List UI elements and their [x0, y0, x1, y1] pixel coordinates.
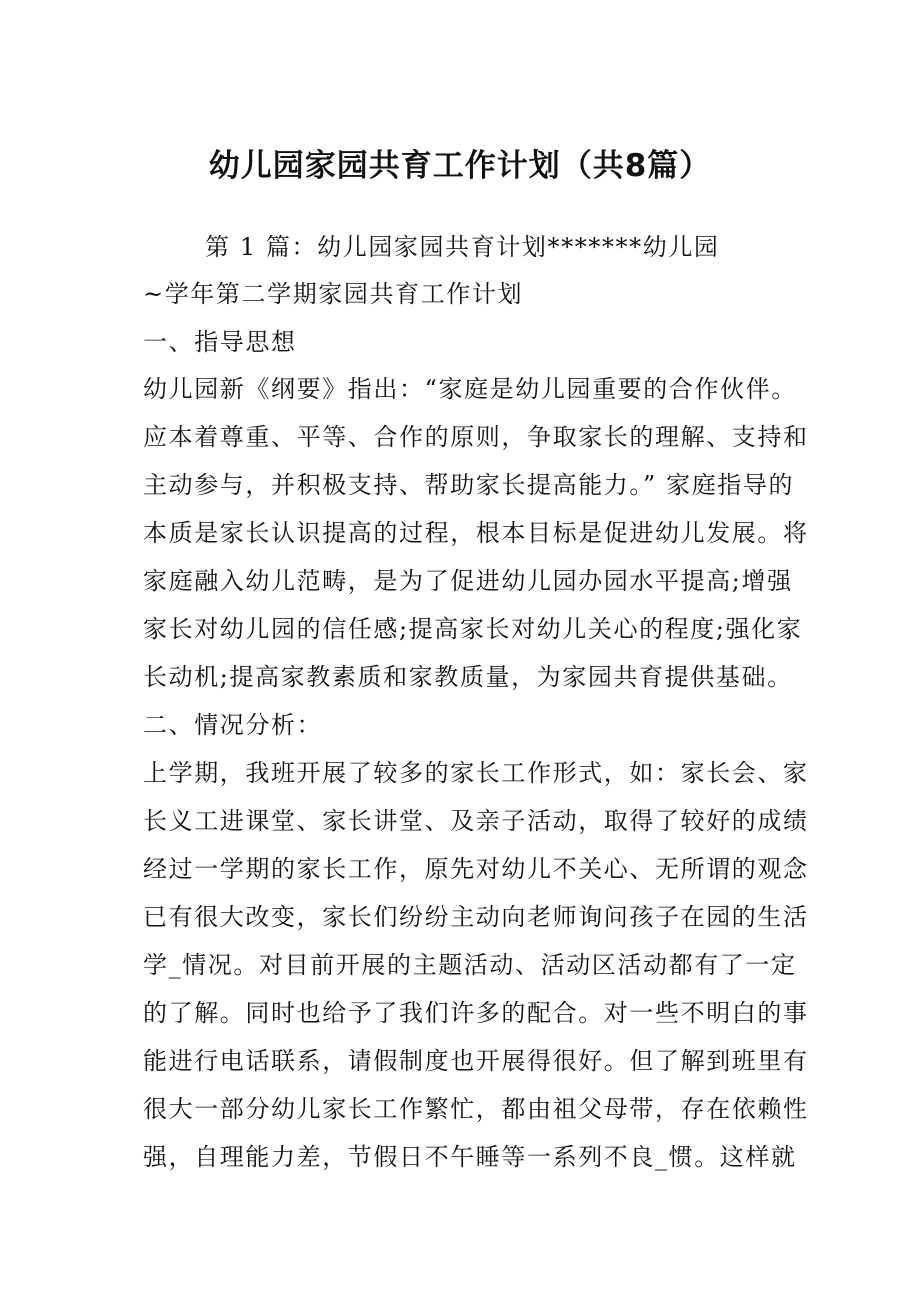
paragraph-line: 长动机;提高家教素质和家教质量，为家园共育提供基础。 [143, 663, 793, 691]
document-title: 幼儿园家园共育工作计划（共8篇） [208, 148, 712, 184]
paragraph-line: 经过一学期的家长工作，原先对幼儿不关心、无所谓的观念 [143, 855, 809, 883]
paragraph-line: 长义工进课堂、家长讲堂、及亲子活动，取得了较好的成绩 [143, 807, 809, 835]
heading-chapter-1: 第 1 篇：幼儿园家园共育计划*******幼儿园 [205, 233, 720, 261]
paragraph-line: 学_情况。对目前开展的主题活动、活动区活动都有了一定 [143, 951, 797, 979]
paragraph-line: 上学期，我班开展了较多的家长工作形式，如：家长会、家 [143, 759, 809, 787]
paragraph-line: 家长对幼儿园的信任感;提高家长对幼儿关心的程度;强化家 [143, 615, 803, 643]
section-heading-guiding-ideas: 一、指导思想 [143, 328, 297, 356]
paragraph-line: 很大一部分幼儿家长工作繁忙，都由祖父母带，存在依赖性 [143, 1095, 809, 1123]
paragraph-line: 幼儿园新《纲要》指出：“家庭是幼儿园重要的合作伙伴。 [143, 375, 797, 403]
paragraph-line: 应本着尊重、平等、合作的原则，争取家长的理解、支持和 [143, 423, 809, 451]
paragraph-line: 的了解。同时也给予了我们许多的配合。对一些不明白的事 [143, 999, 809, 1027]
paragraph-line: 主动参与，并积极支持、帮助家长提高能力。” 家庭指导的 [143, 471, 795, 499]
paragraph-line: 能进行电话联系，请假制度也开展得很好。但了解到班里有 [143, 1047, 809, 1075]
paragraph-line: 家庭融入幼儿范畴，是为了促进幼儿园办园水平提高;增强 [143, 567, 793, 595]
paragraph-line: 强，自理能力差，节假日不午睡等一系列不良_惯。这样就 [143, 1143, 797, 1171]
section-heading-situation-analysis: 二、情况分析： [143, 711, 323, 739]
paragraph-line: 已有很大改变，家长们纷纷主动向老师询问孩子在园的生活 [143, 903, 809, 931]
paragraph-line: 本质是家长认识提高的过程，根本目标是促进幼儿发展。将 [143, 519, 809, 547]
subtitle-semester-plan: ~学年第二学期家园共育工作计划 [143, 280, 524, 308]
